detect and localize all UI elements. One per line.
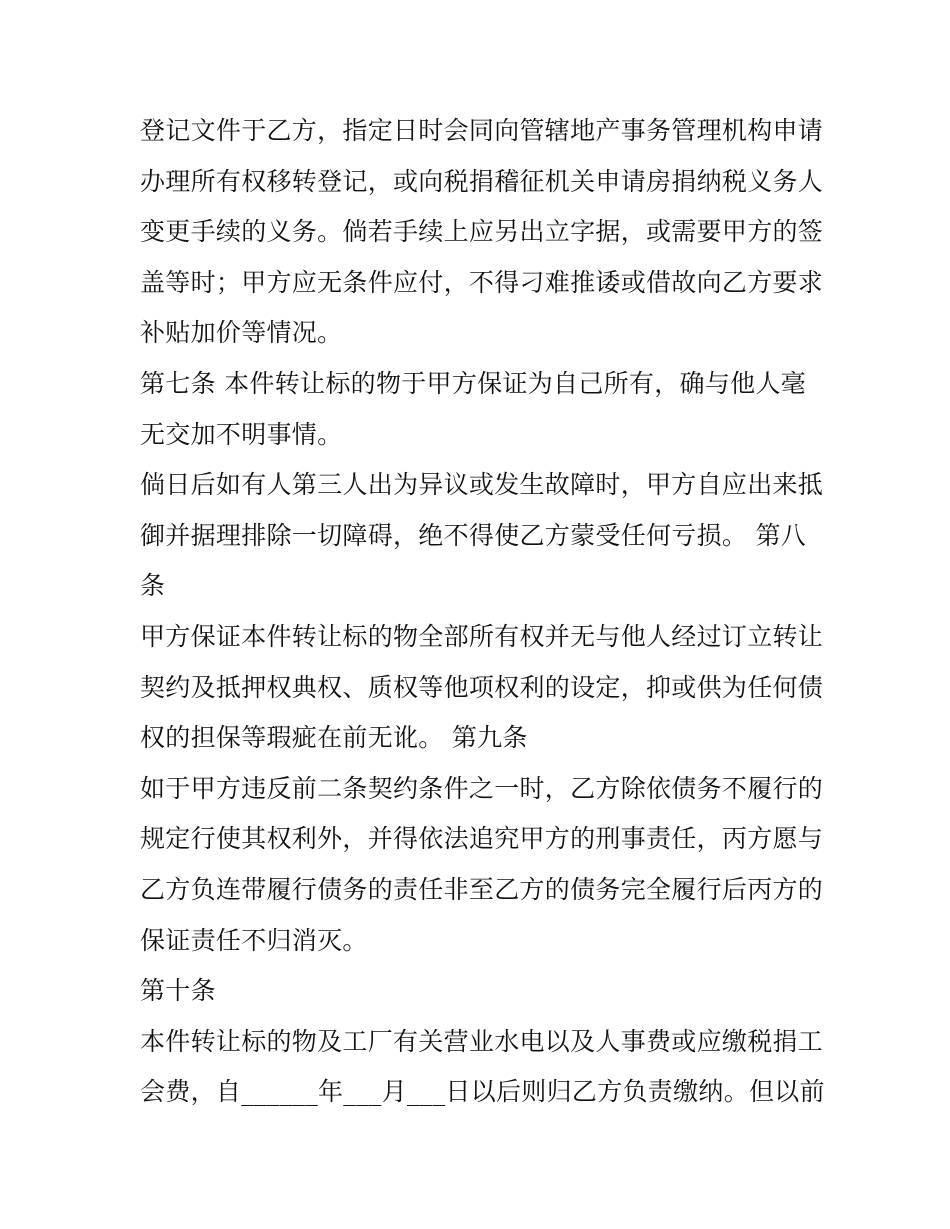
text-line: 甲方保证本件转让标的物全部所有权并无与他人经过订立转让 [140,621,824,651]
text-line: 第七条 本件转让标的物于甲方保证为自己所有，确与他人毫 [140,368,807,398]
text-line: 条 [140,571,166,601]
text-line: 权的担保等瑕疵在前无讹。 第九条 [140,723,528,753]
text-line: 补贴加价等情况。 [140,318,343,348]
text-line: 无交加不明事情。 [140,419,343,449]
text-line: 保证责任不归消灭。 [140,925,368,955]
text-line: 会费，自______年___月___日以后则归乙方负责缴纳。但以前 [140,1077,825,1107]
text-line: 盖等时；甲方应无条件应付，不得刁难推诿或借故向乙方要求 [140,267,824,297]
text-line: 御并据理排除一切障碍，绝不得使乙方蒙受任何亏损。 第八 [140,520,807,550]
text-line: 登记文件于乙方，指定日时会同向管辖地产事务管理机构申请 [140,116,824,145]
text-line: 乙方负连带履行债务的责任非至乙方的债务完全履行后丙方的 [140,874,824,904]
text-line: 契约及抵押权典权、质权等他项权利的设定，抑或供为任何债 [140,672,824,702]
text-line: 规定行使其权利外，并得依法追究甲方的刑事责任，丙方愿与 [140,824,824,854]
text-line: 本件转让标的物及工厂有关营业水电以及人事费或应缴税捐工 [140,1026,824,1056]
text-line: 倘日后如有人第三人出为异议或发生故障时，甲方自应出来抵 [140,470,824,500]
text-line: 如于甲方违反前二条契约条件之一时，乙方除依债务不履行的 [140,773,824,803]
text-line: 第十条 [140,976,216,1006]
text-line: 办理所有权移转登记，或向税捐稽征机关申请房捐纳税义务人 [140,166,824,196]
document-body [140,106,830,1118]
text-line: 变更手续的义务。倘若手续上应另出立字据，或需要甲方的签 [140,217,824,247]
